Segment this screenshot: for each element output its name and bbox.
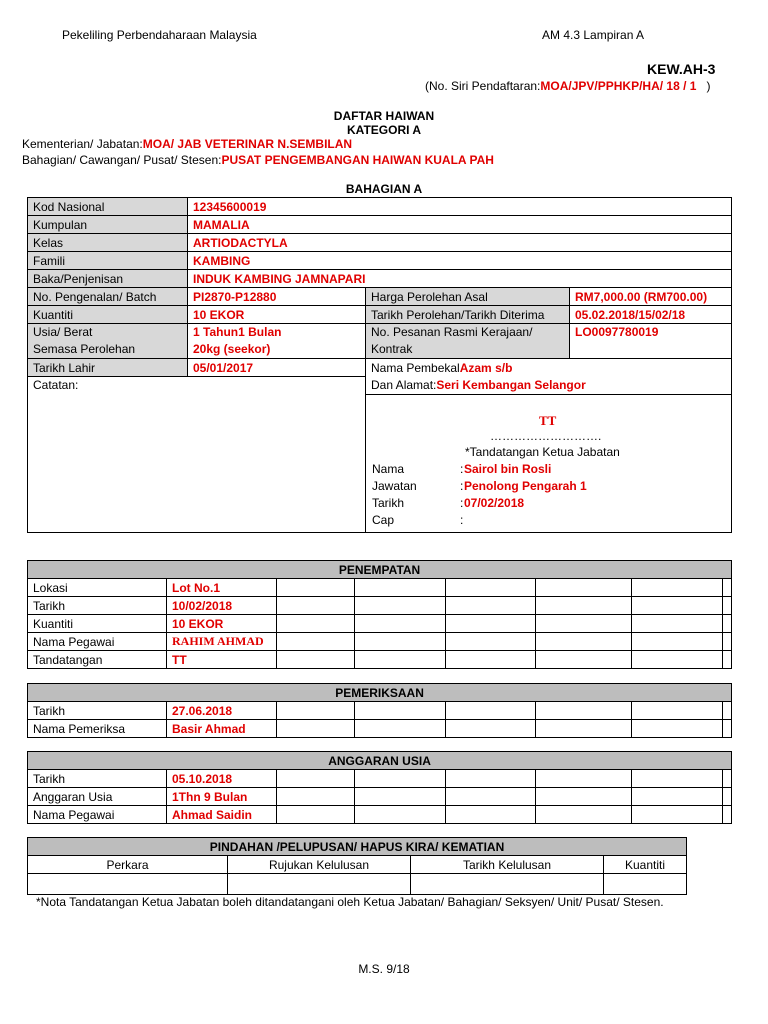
row-value: 1Thn 9 Bulan [167, 788, 277, 806]
cap-colon: : [460, 513, 464, 527]
empty-cell [723, 615, 732, 633]
pindahan-header-tarikh: Tarikh Kelulusan [411, 856, 604, 874]
pindahan-title: PINDAHAN /PELUPUSAN/ HAPUS KIRA/ KEMATIAN [28, 838, 687, 856]
empty-cell [355, 770, 446, 788]
registration-value: MOA/JPV/PPHKP/HA/ 18 / 1 [540, 79, 697, 93]
jawatan-label: Jawatan [372, 479, 417, 493]
anggaran-table [27, 751, 732, 824]
row-label: Tarikh [28, 597, 167, 615]
empty-cell [355, 651, 446, 669]
penempatan-table [27, 560, 732, 669]
table-row [28, 270, 732, 288]
empty-cell [446, 806, 536, 824]
empty-cell [446, 788, 536, 806]
signature-cell [366, 395, 732, 533]
pindahan-header-perkara: Perkara [28, 856, 228, 874]
ministry-value: MOA/ JAB VETERINAR N.SEMBILAN [142, 137, 353, 151]
empty-cell [536, 651, 632, 669]
table-row [28, 856, 687, 874]
empty-cell [723, 788, 732, 806]
catatan-label: Catatan: [33, 378, 79, 392]
empty-cell [277, 770, 355, 788]
empty-cell [632, 579, 723, 597]
form-title: DAFTAR HAIWAN [333, 109, 435, 123]
registration-label: (No. Siri Pendaftaran: [425, 79, 541, 93]
pindahan-cell [28, 874, 228, 895]
row-label: Tandatangan [28, 651, 167, 669]
table-row [28, 651, 732, 669]
empty-cell [723, 720, 732, 738]
footnote: *Nota Tandatangan Ketua Jabatan boleh ditandatangani oleh Ketua Jabatan/ Bahagian/ Seksyen/ Unit/ Pusat/ Stesen. [36, 895, 664, 909]
pindahan-cell [411, 874, 604, 895]
kumpulan-value: MAMALIA [188, 216, 732, 234]
tarikh-label: Tarikh [372, 496, 405, 510]
signature-line: ………………………. [490, 429, 602, 443]
empty-cell [723, 579, 732, 597]
table-row [28, 234, 732, 252]
empty-cell [355, 806, 446, 824]
table-row [28, 597, 732, 615]
empty-cell [277, 702, 355, 720]
row-label: Kuantiti [28, 615, 167, 633]
empty-cell [446, 720, 536, 738]
table-row [28, 198, 732, 216]
empty-cell [277, 788, 355, 806]
kelas-value: ARTIODACTYLA [188, 234, 732, 252]
empty-cell [632, 615, 723, 633]
pesanan-label-line2: Kontrak [371, 342, 413, 356]
pindahan-cell [228, 874, 411, 895]
table-row [28, 324, 732, 359]
tarikh-value: 07/02/2018 [464, 496, 525, 510]
row-label: Nama Pemeriksa [28, 720, 167, 738]
pemeriksaan-title: PEMERIKSAAN [28, 684, 732, 702]
table-row [28, 633, 732, 651]
table-row [28, 252, 732, 270]
tarikh-perolehan-label: Tarikh Perolehan/Tarikh Diterima [366, 306, 570, 324]
empty-cell [355, 597, 446, 615]
empty-cell [277, 806, 355, 824]
baka-label: Baka/Penjenisan [28, 270, 188, 288]
row-value: Ahmad Saidin [167, 806, 277, 824]
table-row [28, 561, 732, 579]
anggaran-rows [28, 770, 732, 824]
empty-cell [632, 702, 723, 720]
kod-label: Kod Nasional [28, 198, 188, 216]
empty-cell [446, 633, 536, 651]
kuantiti-label: Kuantiti [28, 306, 188, 324]
row-value: 10/02/2018 [167, 597, 277, 615]
table-row [28, 615, 732, 633]
empty-cell [355, 615, 446, 633]
division-line [22, 153, 494, 167]
row-label: Nama Pegawai [28, 633, 167, 651]
pesanan-label-line1: No. Pesanan Rasmi Kerajaan/ [371, 325, 533, 339]
page-number: M.S. 9/18 [358, 962, 410, 976]
empty-cell [446, 702, 536, 720]
pindahan-header-kuantiti: Kuantiti [604, 856, 687, 874]
address-line [371, 377, 726, 394]
empty-cell [632, 806, 723, 824]
catatan-cell [28, 377, 366, 533]
empty-cell [355, 702, 446, 720]
empty-cell [355, 633, 446, 651]
penempatan-rows [28, 579, 732, 669]
empty-cell [723, 633, 732, 651]
kod-value: 12345600019 [188, 198, 732, 216]
empty-cell [632, 633, 723, 651]
empty-cell [277, 597, 355, 615]
empty-cell [446, 770, 536, 788]
empty-cell [446, 651, 536, 669]
row-label: Anggaran Usia [28, 788, 167, 806]
nama-colon: : [460, 462, 464, 476]
row-value: RAHIM AHMAD [167, 633, 277, 651]
empty-cell [632, 597, 723, 615]
empty-cell [723, 806, 732, 824]
empty-cell [277, 633, 355, 651]
anggaran-title: ANGGARAN USIA [28, 752, 732, 770]
baka-value: INDUK KAMBING JAMNAPARI [188, 270, 732, 288]
table-row [28, 770, 732, 788]
harga-value: RM7,000.00 (RM700.00) [570, 288, 732, 306]
table-row [28, 216, 732, 234]
empty-cell [632, 788, 723, 806]
empty-cell [632, 770, 723, 788]
harga-label: Harga Perolehan Asal [366, 288, 570, 306]
empty-cell [536, 579, 632, 597]
table-row [28, 806, 732, 824]
table-row [28, 359, 732, 377]
empty-cell [355, 788, 446, 806]
tarikh-colon: : [460, 496, 464, 510]
kelas-label: Kelas [28, 234, 188, 252]
row-value: Lot No.1 [167, 579, 277, 597]
ministry-label: Kementerian/ Jabatan: [22, 137, 143, 151]
empty-cell [536, 633, 632, 651]
registration-close: ) [706, 79, 711, 93]
table-row [28, 306, 732, 324]
pindahan-cell [604, 874, 687, 895]
pemeriksaan-rows [28, 702, 732, 738]
empty-cell [446, 579, 536, 597]
row-value: Basir Ahmad [167, 720, 277, 738]
empty-cell [536, 788, 632, 806]
doc-header-right: AM 4.3 Lampiran A [542, 28, 645, 42]
nama-label: Nama [372, 462, 405, 476]
table-row [28, 579, 732, 597]
usia-value-line2: 20kg (seekor) [193, 342, 271, 356]
pesanan-value: LO0097780019 [570, 324, 732, 359]
usia-value [188, 324, 366, 359]
row-label: Nama Pegawai [28, 806, 167, 824]
section-a-title: BAHAGIAN A [345, 182, 423, 196]
table-row [28, 702, 732, 720]
famili-value: KAMBING [188, 252, 732, 270]
usia-label-line1: Usia/ Berat [33, 325, 93, 339]
supplier-line [371, 360, 726, 377]
usia-label [28, 324, 188, 359]
empty-cell [277, 615, 355, 633]
division-label: Bahagian/ Cawangan/ Pusat/ Stesen: [22, 153, 222, 167]
registration-number [425, 79, 710, 93]
empty-cell [355, 720, 446, 738]
empty-cell [536, 702, 632, 720]
table-row [28, 788, 732, 806]
empty-cell [536, 597, 632, 615]
empty-cell [536, 615, 632, 633]
famili-label: Famili [28, 252, 188, 270]
empty-cell [632, 651, 723, 669]
signature-mark: TT [539, 413, 557, 428]
table-row [28, 874, 687, 895]
table-row [28, 720, 732, 738]
pemeriksaan-table [27, 683, 732, 738]
division-value: PUSAT PENGEMBANGAN HAIWAN KUALA PAH [221, 153, 494, 167]
empty-cell [277, 720, 355, 738]
form-subtitle: KATEGORI A [347, 123, 421, 137]
tarikh-perolehan-value: 05.02.2018/15/02/18 [570, 306, 732, 324]
form-code: KEW.AH-3 [647, 61, 716, 77]
table-row [28, 684, 732, 702]
table-row [28, 288, 732, 306]
empty-cell [446, 597, 536, 615]
nama-value: Sairol bin Rosli [464, 462, 552, 476]
empty-cell [723, 651, 732, 669]
row-value: 27.06.2018 [167, 702, 277, 720]
doc-header-left: Pekeliling Perbendaharaan Malaysia [62, 28, 257, 42]
empty-cell [723, 702, 732, 720]
row-value: TT [167, 651, 277, 669]
pindahan-header-rujukan: Rujukan Kelulusan [228, 856, 411, 874]
empty-cell [723, 597, 732, 615]
usia-label-line2: Semasa Perolehan [33, 342, 136, 356]
signature-title: *Tandatangan Ketua Jabatan [465, 445, 620, 459]
empty-cell [446, 615, 536, 633]
jawatan-value: Penolong Pengarah 1 [464, 479, 587, 493]
row-label: Lokasi [28, 579, 167, 597]
bahagian-a-table [27, 197, 732, 533]
pengenalan-label: No. Pengenalan/ Batch [28, 288, 188, 306]
penempatan-title: PENEMPATAN [28, 561, 732, 579]
pindahan-table [27, 837, 687, 895]
ministry-line [22, 137, 352, 151]
empty-cell [723, 770, 732, 788]
empty-cell [277, 579, 355, 597]
empty-cell [536, 720, 632, 738]
lahir-label: Tarikh Lahir [28, 359, 188, 377]
usia-value-line1: 1 Tahun1 Bulan [193, 325, 282, 339]
pesanan-label [366, 324, 570, 359]
row-label: Tarikh [28, 770, 167, 788]
pembekal-value: Azam s/b [459, 361, 513, 375]
alamat-label: Dan Alamat: [371, 378, 437, 392]
row-value: 05.10.2018 [167, 770, 277, 788]
table-row [28, 838, 687, 856]
cap-label: Cap [372, 513, 395, 527]
jawatan-colon: : [460, 479, 464, 493]
lahir-value: 05/01/2017 [188, 359, 366, 377]
kuantiti-value: 10 EKOR [188, 306, 366, 324]
empty-cell [536, 770, 632, 788]
kumpulan-label: Kumpulan [28, 216, 188, 234]
alamat-value: Seri Kembangan Selangor [436, 378, 586, 392]
empty-cell [536, 806, 632, 824]
table-row [28, 752, 732, 770]
supplier-cell [366, 359, 732, 395]
row-label: Tarikh [28, 702, 167, 720]
row-value: 10 EKOR [167, 615, 277, 633]
pengenalan-value: PI2870-P12880 [188, 288, 366, 306]
empty-cell [355, 579, 446, 597]
pembekal-label: Nama Pembekal [371, 361, 460, 375]
empty-cell [632, 720, 723, 738]
empty-cell [277, 651, 355, 669]
